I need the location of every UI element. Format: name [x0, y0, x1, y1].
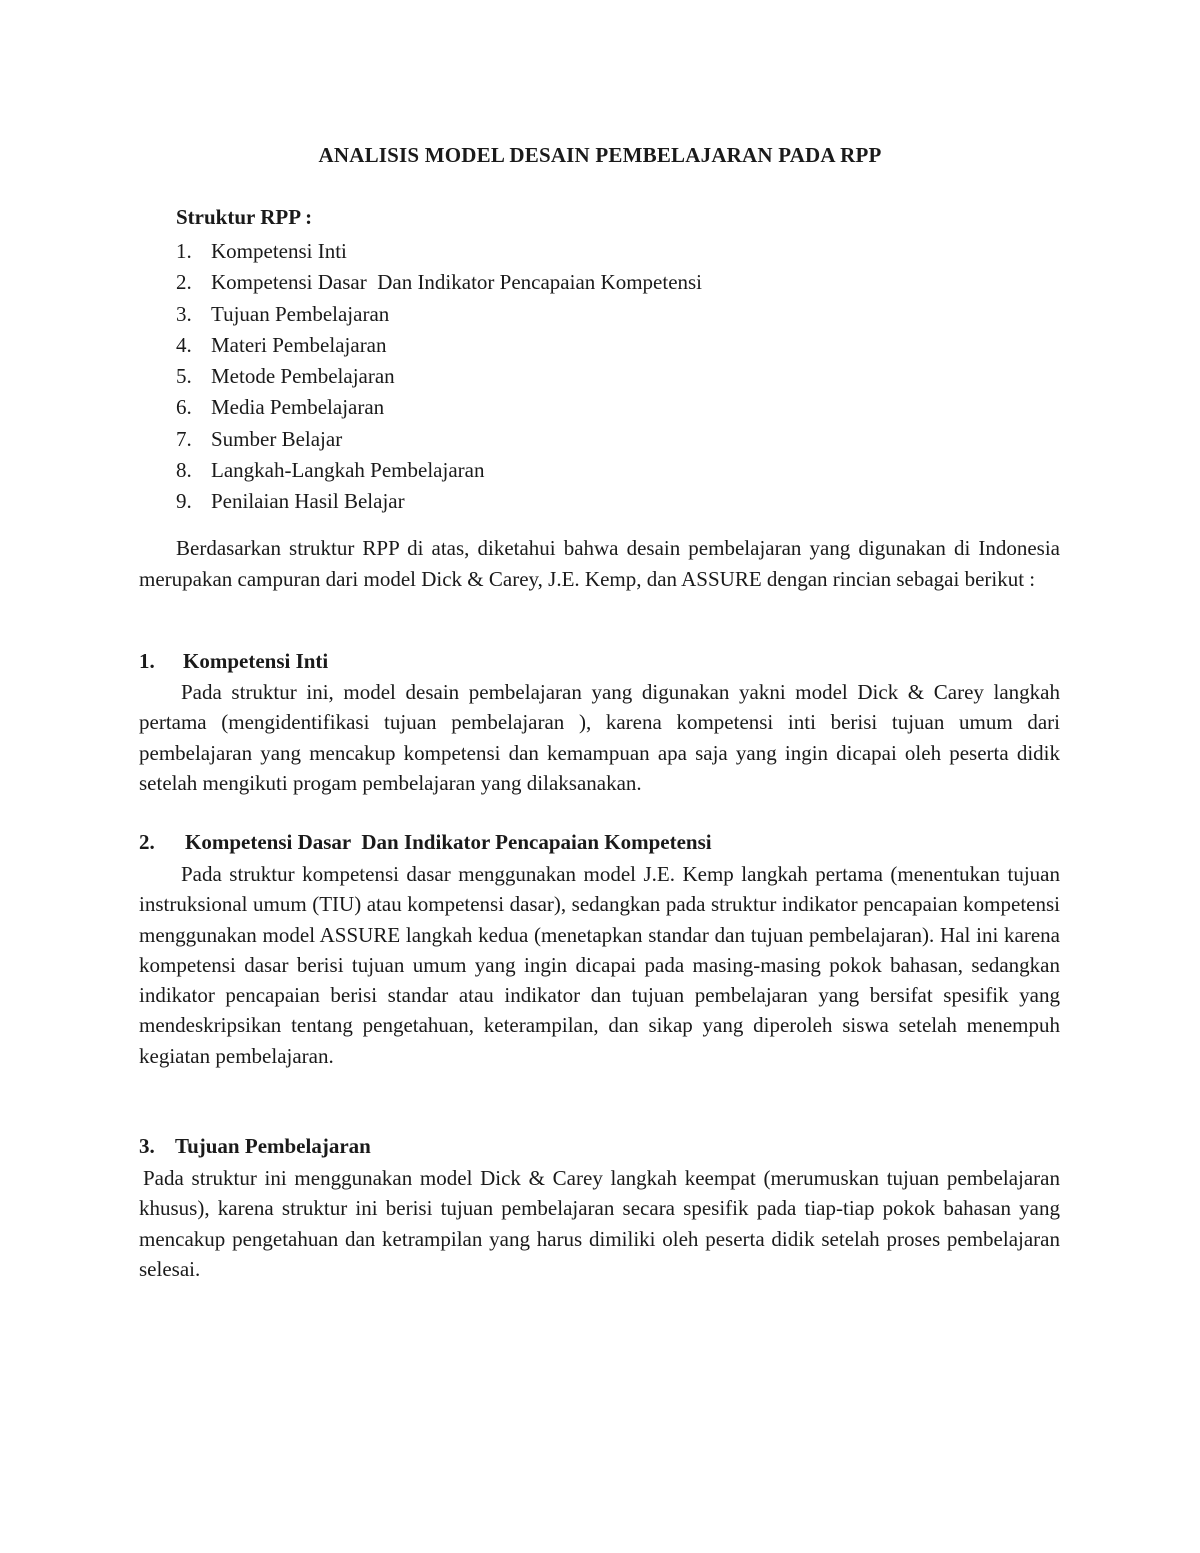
list-item-text: Sumber Belajar — [211, 426, 343, 451]
section-number: 2. — [139, 830, 155, 854]
document-title: ANALISIS MODEL DESAIN PEMBELAJARAN PADA RPP — [318, 143, 882, 167]
list-item-text: Metode Pembelajaran — [211, 364, 395, 389]
list-item-text: Media Pembelajaran — [211, 395, 385, 420]
list-item — [176, 236, 702, 267]
list-item-text: Penilaian Hasil Belajar — [211, 489, 405, 514]
section-number: 3. — [139, 1134, 155, 1158]
list-item-number: 6. — [176, 395, 192, 420]
list-item-text: Kompetensi Dasar Dan Indikator Pencapaian Kompetensi — [211, 270, 703, 295]
section-title: Tujuan Pembelajaran — [175, 1134, 371, 1158]
list-item — [176, 486, 702, 517]
list-item-number: 8. — [176, 458, 192, 483]
list-item-number: 2. — [176, 270, 192, 295]
structure-list — [176, 236, 702, 518]
list-item — [176, 424, 702, 455]
list-item-text: Langkah-Langkah Pembelajaran — [211, 458, 485, 483]
section-heading-kompetensi-dasar — [139, 830, 712, 855]
list-item-text: Kompetensi Inti — [211, 239, 347, 263]
list-item — [176, 299, 702, 330]
intro-paragraph: Berdasarkan struktur RPP di atas, diketahui bahwa desain pembelajaran yang digunakan di Indonesia merupakan campuran dari model Dick & Carey, J.E. Kemp, dan ASSURE dengan rincian sebagai berikut : — [139, 536, 1060, 591]
list-item-text: Materi Pembelajaran — [211, 332, 387, 357]
list-item-number: 3. — [176, 301, 192, 326]
section-paragraph-tujuan-pembelajaran: Pada struktur ini menggunakan model Dick & Carey langkah keempat (merumuskan tujuan pembelajaran khusus), karena struktur ini berisi tujuan pembelajaran secara spesifik pada tiap-tiap pokok bahasan yang mencakup pengetahuan dan ketrampilan yang harus dimiliki oleh peserta didik setelah proses pembelajaran selesai. — [139, 1166, 1060, 1281]
list-item-number: 5. — [176, 364, 192, 389]
list-item-number: 9. — [176, 489, 192, 514]
section-heading-kompetensi-inti — [139, 649, 328, 674]
list-item-number: 7. — [176, 426, 192, 451]
structure-heading: Struktur RPP : — [176, 205, 313, 229]
list-item — [176, 392, 702, 423]
list-item-text: Tujuan Pembelajaran — [211, 301, 390, 326]
list-item — [176, 330, 702, 361]
list-item — [176, 267, 702, 298]
list-item — [176, 455, 702, 486]
section-title: Kompetensi Inti — [183, 649, 329, 673]
section-paragraph-kompetensi-dasar: Pada struktur kompetensi dasar menggunakan model J.E. Kemp langkah pertama (menentukan tujuan instruksional umum (TIU) atau kompetensi dasar), sedangkan pada struktur indikator pencapaian kompetensi menggunakan model ASSURE langkah kedua (menetapkan standar dan tujuan pembelajaran). Hal ini karena kompetensi dasar berisi tujuan umum yang ingin dicapai pada masing-masing pokok bahasan, sedangkan indikator pencapaian berisi standar atau indikator dan tujuan pembelajaran yang bersifat spesifik yang mendeskripsikan tentang pengetahuan, keterampilan, dan sikap yang diperoleh siswa setelah menempuh kegiatan pembelajaran. — [139, 862, 1060, 1068]
list-item-number: 4. — [176, 332, 192, 357]
section-title: Kompetensi Dasar Dan Indikator Pencapaian Kompetensi — [185, 830, 712, 854]
section-number: 1. — [139, 649, 155, 673]
list-item-number: 1. — [176, 239, 192, 263]
list-item — [176, 361, 702, 392]
section-heading-tujuan-pembelajaran — [139, 1134, 371, 1159]
section-paragraph-kompetensi-inti: Pada struktur ini, model desain pembelajaran yang digunakan yakni model Dick & Carey langkah pertama (mengidentifikasi tujuan pembelajaran ), karena kompetensi inti berisi tujuan umum dari pembelajaran yang mencakup kompetensi dan kemampuan apa saja yang ingin dicapai oleh peserta didik setelah mengikuti progam pembelajaran yang dilaksanakan. — [139, 680, 1060, 795]
